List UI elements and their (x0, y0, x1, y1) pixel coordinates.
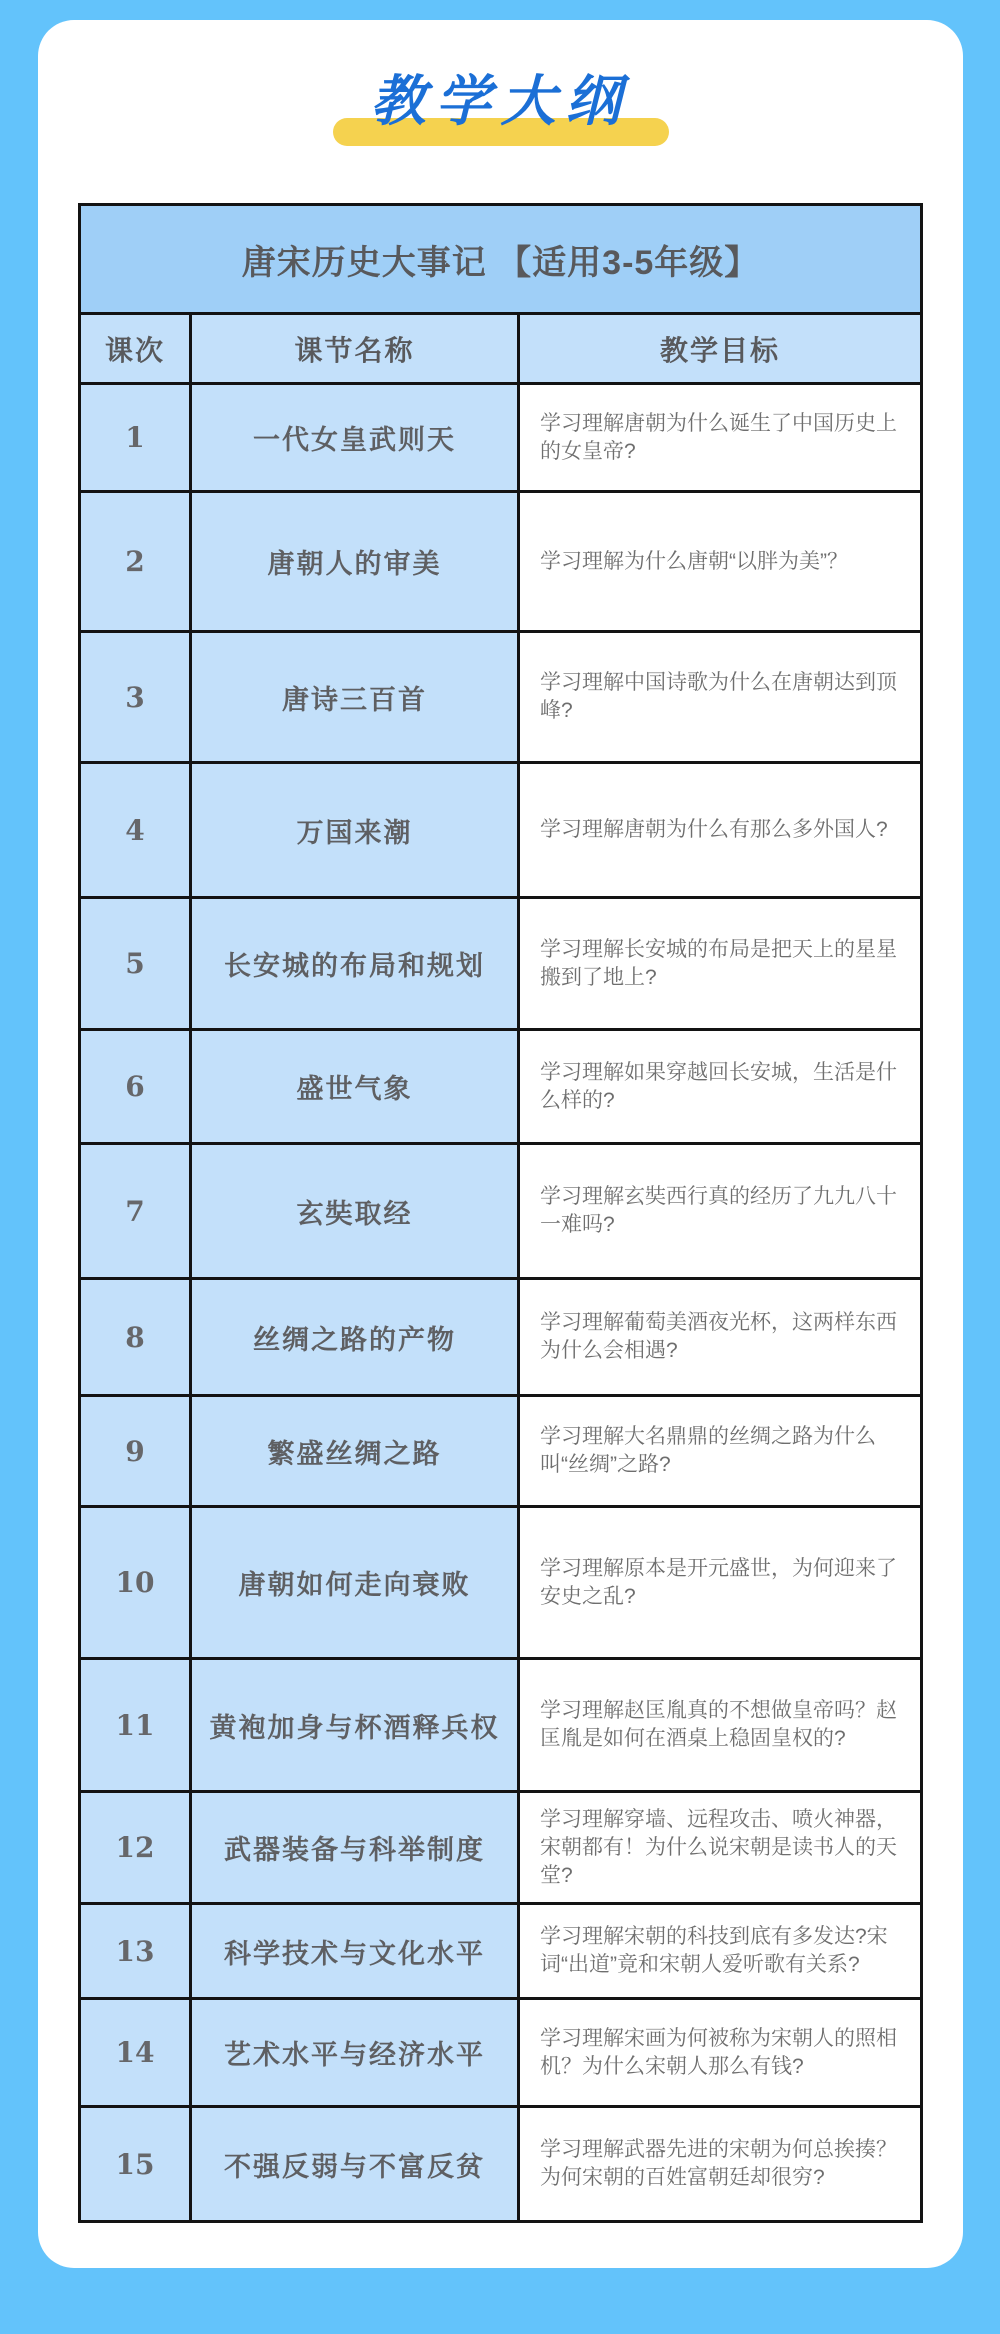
column-header-objective: 教学目标 (519, 314, 922, 384)
lesson-name-cell: 玄奘取经 (191, 1144, 519, 1279)
lesson-number-cell: 2 (80, 492, 191, 632)
lesson-name-cell: 科学技术与文化水平 (191, 1904, 519, 1999)
table-row (80, 1659, 922, 1792)
lesson-objective-cell: 学习理解原本是开元盛世，为何迎来了安史之乱? (519, 1507, 922, 1659)
lesson-objective-cell: 学习理解葡萄美酒夜光杯，这两样东西为什么会相遇? (519, 1279, 922, 1396)
table-row (80, 1279, 922, 1396)
table-row (80, 898, 922, 1030)
table-row (80, 1999, 922, 2107)
lesson-objective-cell: 学习理解大名鼎鼎的丝绸之路为什么叫“丝绸”之路? (519, 1396, 922, 1507)
lesson-name-cell: 武器装备与科举制度 (191, 1792, 519, 1904)
page-title: 教学大纲 (370, 70, 631, 132)
table-title-row (80, 205, 922, 314)
lesson-objective-cell: 学习理解赵匡胤真的不想做皇帝吗？赵匡胤是如何在酒桌上稳固皇权的? (519, 1659, 922, 1792)
page-title-block (38, 70, 963, 147)
lesson-objective-cell: 学习理解长安城的布局是把天上的星星搬到了地上? (519, 898, 922, 1030)
column-header-lesson-number: 课次 (80, 314, 191, 384)
lesson-number-cell: 9 (80, 1396, 191, 1507)
lesson-number-cell: 8 (80, 1279, 191, 1396)
syllabus-table (78, 203, 923, 2223)
lesson-objective-cell: 学习理解穿墙、远程攻击、喷火神器，宋朝都有！为什么说宋朝是读书人的天堂? (519, 1792, 922, 1904)
content-card (38, 20, 963, 2268)
lesson-number-cell: 15 (80, 2107, 191, 2222)
lesson-number-cell: 13 (80, 1904, 191, 1999)
table-title: 唐宋历史大事记 【适用3-5年级】 (80, 205, 922, 314)
table-row (80, 1030, 922, 1144)
lesson-number-cell: 7 (80, 1144, 191, 1279)
table-row (80, 763, 922, 898)
lesson-name-cell: 繁盛丝绸之路 (191, 1396, 519, 1507)
table-row (80, 1792, 922, 1904)
lesson-name-cell: 一代女皇武则天 (191, 384, 519, 492)
table-row (80, 1144, 922, 1279)
lesson-number-cell: 4 (80, 763, 191, 898)
lesson-objective-cell: 学习理解如果穿越回长安城，生活是什么样的? (519, 1030, 922, 1144)
lesson-name-cell: 丝绸之路的产物 (191, 1279, 519, 1396)
lesson-rows (80, 384, 922, 2222)
lesson-number-cell: 6 (80, 1030, 191, 1144)
lesson-name-cell: 万国来潮 (191, 763, 519, 898)
table-row (80, 1396, 922, 1507)
table-row (80, 1904, 922, 1999)
lesson-objective-cell: 学习理解中国诗歌为什么在唐朝达到顶峰? (519, 632, 922, 763)
lesson-number-cell: 11 (80, 1659, 191, 1792)
table-row (80, 2107, 922, 2222)
column-header-row (80, 314, 922, 384)
lesson-objective-cell: 学习理解玄奘西行真的经历了九九八十一难吗? (519, 1144, 922, 1279)
lesson-name-cell: 唐朝如何走向衰败 (191, 1507, 519, 1659)
table-row (80, 384, 922, 492)
lesson-name-cell: 盛世气象 (191, 1030, 519, 1144)
table-row (80, 1507, 922, 1659)
table-row (80, 632, 922, 763)
lesson-objective-cell: 学习理解宋画为何被称为宋朝人的照相机？为什么宋朝人那么有钱? (519, 1999, 922, 2107)
lesson-objective-cell: 学习理解唐朝为什么有那么多外国人? (519, 763, 922, 898)
lesson-number-cell: 1 (80, 384, 191, 492)
lesson-name-cell: 唐诗三百首 (191, 632, 519, 763)
lesson-number-cell: 5 (80, 898, 191, 1030)
lesson-objective-cell: 学习理解为什么唐朝“以胖为美”？ (519, 492, 922, 632)
table-row (80, 492, 922, 632)
lesson-objective-cell: 学习理解宋朝的科技到底有多发达?宋词“出道”竟和宋朝人爱听歌有关系? (519, 1904, 922, 1999)
lesson-name-cell: 艺术水平与经济水平 (191, 1999, 519, 2107)
lesson-name-cell: 不强反弱与不富反贫 (191, 2107, 519, 2222)
lesson-name-cell: 黄袍加身与杯酒释兵权 (191, 1659, 519, 1792)
lesson-number-cell: 10 (80, 1507, 191, 1659)
column-header-lesson-name: 课节名称 (191, 314, 519, 384)
lesson-number-cell: 3 (80, 632, 191, 763)
lesson-objective-cell: 学习理解武器先进的宋朝为何总挨揍？为何宋朝的百姓富朝廷却很穷? (519, 2107, 922, 2222)
lesson-name-cell: 唐朝人的审美 (191, 492, 519, 632)
lesson-number-cell: 14 (80, 1999, 191, 2107)
lesson-objective-cell: 学习理解唐朝为什么诞生了中国历史上的女皇帝? (519, 384, 922, 492)
lesson-name-cell: 长安城的布局和规划 (191, 898, 519, 1030)
lesson-number-cell: 12 (80, 1792, 191, 1904)
